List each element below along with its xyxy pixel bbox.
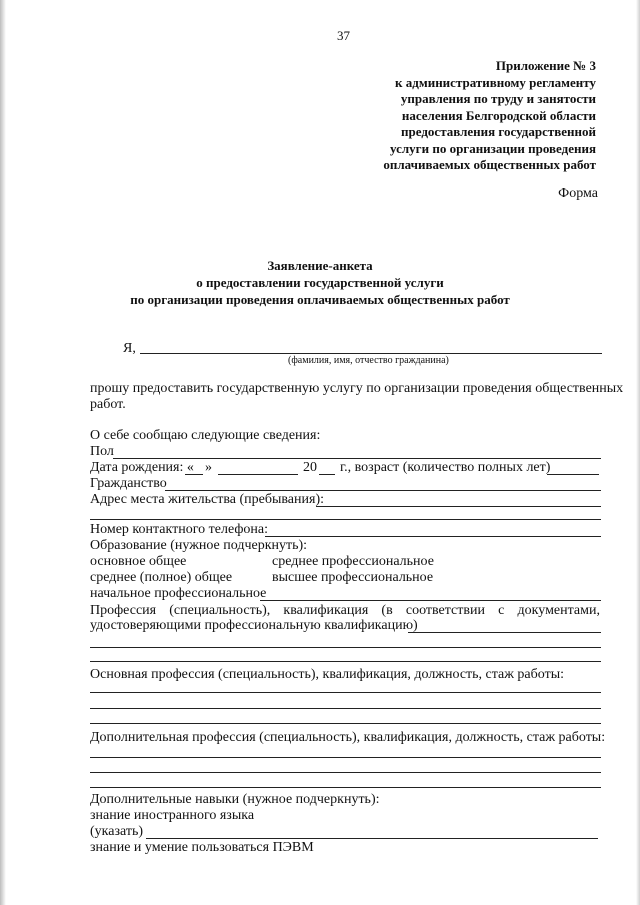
additional-profession-field-line-3[interactable] <box>90 787 601 788</box>
info-intro: О себе сообщаю следующие сведения: <box>90 428 321 443</box>
birth-month-field-line[interactable] <box>218 474 298 475</box>
additional-profession-field-line-2[interactable] <box>90 772 601 773</box>
address-label: Адрес места жительства (пребывания): <box>90 492 325 507</box>
appendix-line: управления по труду и занятости <box>400 91 596 106</box>
form-title: Заявление-анкета <box>267 258 373 273</box>
form-subtitle-1: о предоставлении государственной услуги <box>196 275 444 290</box>
additional-profession-field-line[interactable] <box>90 757 601 758</box>
main-profession-field-line-3[interactable] <box>90 723 601 724</box>
appendix-line: оплачиваемых общественных работ <box>383 157 596 172</box>
scan-left-edge <box>0 0 6 905</box>
appendix-line: к административному регламенту <box>395 74 596 90</box>
citizenship-field-line[interactable] <box>165 490 601 491</box>
birth-date-label: Дата рождения: « <box>90 460 194 475</box>
foreign-language-field-line[interactable] <box>146 838 598 839</box>
birth-day-field-line[interactable] <box>185 474 203 475</box>
education-label: Образование (нужное подчеркнуть): <box>90 538 308 553</box>
scan-right-edge <box>636 0 640 905</box>
form-subtitle-2: по организации проведения оплачиваемых общественных работ <box>130 292 510 307</box>
education-option[interactable]: начальное профессиональное <box>90 586 267 601</box>
additional-profession-label: Дополнительная профессия (специальность), квалификация, должность, стаж работы: <box>90 730 606 745</box>
birth-date-close-quote: » <box>205 460 212 475</box>
applicant-name-line[interactable] <box>140 353 602 354</box>
sex-field-line[interactable] <box>113 458 601 459</box>
address-field-line[interactable] <box>316 506 601 507</box>
appendix-line: услуги по организации проведения <box>390 140 596 156</box>
education-option[interactable]: среднее (полное) общее <box>90 570 233 585</box>
form-label: Форма <box>558 186 598 201</box>
main-profession-field-line[interactable] <box>90 692 601 693</box>
sex-label: Пол <box>90 444 114 459</box>
applicant-hint: (фамилия, имя, отчество гражданина) <box>288 355 449 366</box>
request-line-1: прошу предоставить государственную услугу по организации проведения общественных <box>90 381 624 396</box>
appendix-block <box>383 58 596 174</box>
education-field-line[interactable] <box>260 600 601 601</box>
phone-field-line[interactable] <box>265 536 601 537</box>
age-field-line[interactable] <box>547 474 599 475</box>
citizenship-label: Гражданство <box>90 476 167 491</box>
profession-field-line-3[interactable] <box>90 661 601 662</box>
address-field-line-2[interactable] <box>90 519 601 520</box>
age-label: г., возраст (количество полных лет) <box>340 460 551 475</box>
phone-label: Номер контактного телефона: <box>90 522 268 537</box>
skill-pc[interactable]: знание и умение пользоваться ПЭВМ <box>90 840 314 855</box>
appendix-line: населения Белгородской области <box>401 107 596 123</box>
education-option[interactable]: среднее профессиональное <box>272 554 434 569</box>
specify-label: (указать) <box>90 824 144 839</box>
skill-foreign-language[interactable]: знание иностранного языка <box>90 808 255 823</box>
profession-field-line[interactable] <box>408 632 601 633</box>
skills-label: Дополнительные навыки (нужное подчеркнуть): <box>90 792 380 807</box>
profession-field-line-2[interactable] <box>90 647 601 648</box>
page-number: 37 <box>337 28 350 43</box>
appendix-line: предоставления государственной <box>401 124 596 139</box>
appendix-line: Приложение № 3 <box>495 58 596 73</box>
birth-year-field-line[interactable] <box>319 474 335 475</box>
education-option[interactable]: основное общее <box>90 554 187 569</box>
birth-year-prefix: 20 <box>303 460 317 475</box>
profession-line-2: удостоверяющими профессиональную квалификацию) <box>90 618 418 633</box>
profession-line-1: Профессия (специальность), квалификация (в соответствии с документами, <box>90 603 600 618</box>
education-option[interactable]: высшее профессиональное <box>272 570 434 585</box>
main-profession-label: Основная профессия (специальность), квалификация, должность, стаж работы: <box>90 667 564 682</box>
request-line-2: работ. <box>90 397 126 412</box>
applicant-prefix: Я, <box>123 341 136 356</box>
main-profession-field-line-2[interactable] <box>90 708 601 709</box>
